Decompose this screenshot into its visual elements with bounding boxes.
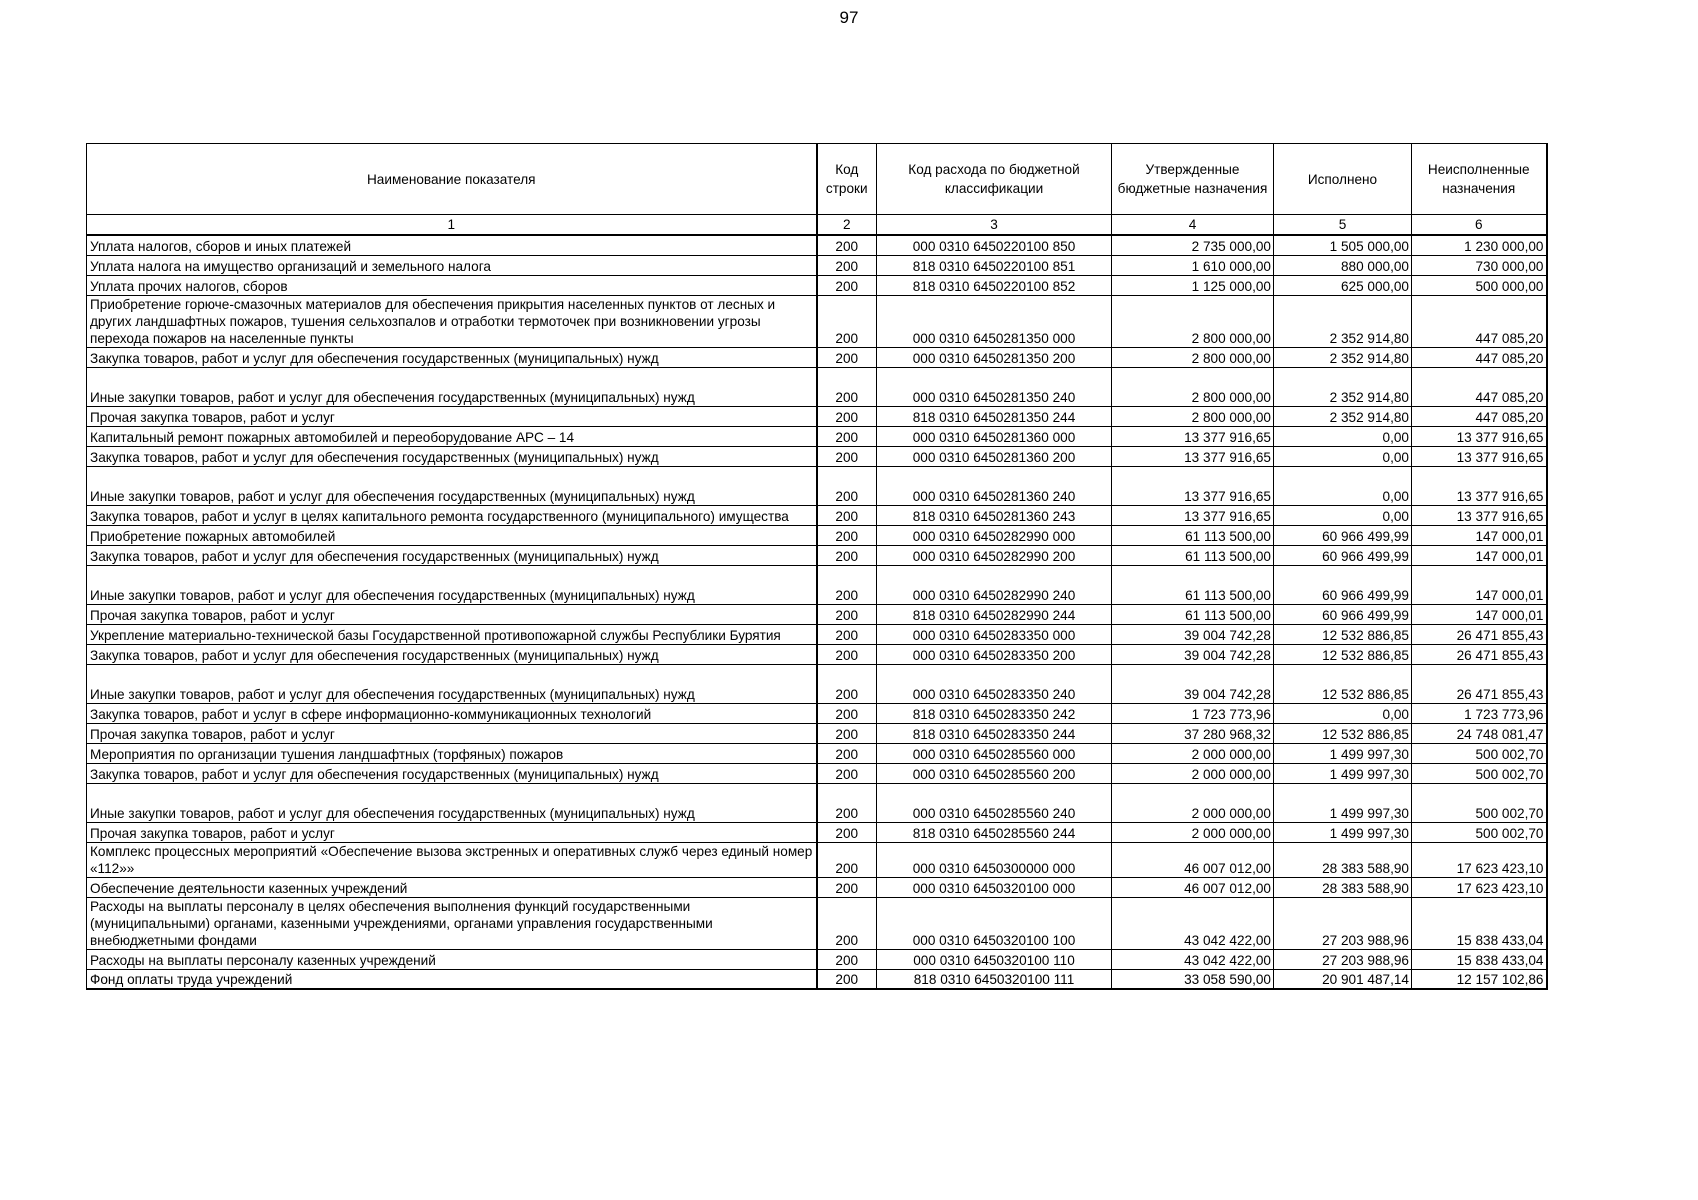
row-name: Расходы на выплаты персоналу в целях обеспечения выполнения функций государственными (муниципальными) органами, казенными учреждениями, органами управления государственными внебюджетными фондами <box>87 897 817 949</box>
table-row <box>87 763 1547 783</box>
row-line-code: 200 <box>817 664 877 703</box>
row-name: Закупка товаров, работ и услуг для обеспечения государственных (муниципальных) нужд <box>87 644 817 664</box>
row-name: Иные закупки товаров, работ и услуг для обеспечения государственных (муниципальных) нужд <box>87 783 817 822</box>
row-unfulfilled: 147 000,01 <box>1412 525 1547 545</box>
row-expense-code: 000 0310 6450281360 200 <box>877 446 1112 466</box>
row-name: Приобретение горюче-смазочных материалов для обеспечения прикрытия населенных пунктов от лесных и других ландшафтных пожаров, тушения сельхозпалов и отработки термоточек при возникновении угрозы перехода пожаров на населенные пункты <box>87 295 817 347</box>
column-number: 5 <box>1274 215 1412 236</box>
header-unfulfilled: Неисполненные назначения <box>1412 144 1547 215</box>
row-unfulfilled: 147 000,01 <box>1412 565 1547 604</box>
row-name: Закупка товаров, работ и услуг для обеспечения государственных (муниципальных) нужд <box>87 545 817 565</box>
row-unfulfilled: 500 002,70 <box>1412 822 1547 842</box>
row-expense-code: 000 0310 6450283350 200 <box>877 644 1112 664</box>
header-row <box>87 144 1547 215</box>
row-unfulfilled: 24 748 081,47 <box>1412 723 1547 743</box>
row-expense-code: 818 0310 6450281350 244 <box>877 406 1112 426</box>
row-approved: 2 000 000,00 <box>1112 822 1274 842</box>
row-line-code: 200 <box>817 743 877 763</box>
row-executed: 1 499 997,30 <box>1274 783 1412 822</box>
row-unfulfilled: 12 157 102,86 <box>1412 969 1547 989</box>
row-line-code: 200 <box>817 505 877 525</box>
table-row <box>87 295 1547 347</box>
row-line-code: 200 <box>817 446 877 466</box>
row-approved: 37 280 968,32 <box>1112 723 1274 743</box>
row-line-code: 200 <box>817 565 877 604</box>
row-expense-code: 000 0310 6450285560 200 <box>877 763 1112 783</box>
table-row <box>87 565 1547 604</box>
row-approved: 61 113 500,00 <box>1112 565 1274 604</box>
row-approved: 1 125 000,00 <box>1112 275 1274 295</box>
row-expense-code: 000 0310 6450320100 000 <box>877 877 1112 897</box>
table-row <box>87 525 1547 545</box>
row-executed: 27 203 988,96 <box>1274 897 1412 949</box>
row-approved: 2 800 000,00 <box>1112 406 1274 426</box>
table-row <box>87 466 1547 505</box>
row-expense-code: 818 0310 6450283350 242 <box>877 703 1112 723</box>
header-executed: Исполнено <box>1274 144 1412 215</box>
column-number: 1 <box>87 215 817 236</box>
header-line-code: Код строки <box>817 144 877 215</box>
row-unfulfilled: 26 471 855,43 <box>1412 664 1547 703</box>
row-name: Уплата налога на имущество организаций и земельного налога <box>87 255 817 275</box>
row-name: Иные закупки товаров, работ и услуг для обеспечения государственных (муниципальных) нужд <box>87 466 817 505</box>
row-unfulfilled: 26 471 855,43 <box>1412 624 1547 644</box>
row-unfulfilled: 13 377 916,65 <box>1412 466 1547 505</box>
row-unfulfilled: 500 002,70 <box>1412 763 1547 783</box>
table-row <box>87 723 1547 743</box>
row-executed: 2 352 914,80 <box>1274 347 1412 367</box>
row-expense-code: 818 0310 6450320100 111 <box>877 969 1112 989</box>
row-name: Иные закупки товаров, работ и услуг для обеспечения государственных (муниципальных) нужд <box>87 367 817 406</box>
row-approved: 13 377 916,65 <box>1112 466 1274 505</box>
row-line-code: 200 <box>817 763 877 783</box>
row-line-code: 200 <box>817 466 877 505</box>
row-line-code: 200 <box>817 624 877 644</box>
row-expense-code: 818 0310 6450220100 852 <box>877 275 1112 295</box>
row-expense-code: 000 0310 6450282990 240 <box>877 565 1112 604</box>
row-approved: 46 007 012,00 <box>1112 842 1274 877</box>
row-unfulfilled: 500 002,70 <box>1412 743 1547 763</box>
row-expense-code: 818 0310 6450282990 244 <box>877 604 1112 624</box>
row-line-code: 200 <box>817 644 877 664</box>
row-expense-code: 818 0310 6450281360 243 <box>877 505 1112 525</box>
table-row <box>87 624 1547 644</box>
row-line-code: 200 <box>817 545 877 565</box>
table-row <box>87 783 1547 822</box>
row-expense-code: 000 0310 6450300000 000 <box>877 842 1112 877</box>
row-approved: 2 735 000,00 <box>1112 235 1274 255</box>
row-name: Уплата прочих налогов, сборов <box>87 275 817 295</box>
table-row <box>87 235 1547 255</box>
row-name: Закупка товаров, работ и услуг для обеспечения государственных (муниципальных) нужд <box>87 763 817 783</box>
row-unfulfilled: 447 085,20 <box>1412 295 1547 347</box>
header-expense-code: Код расхода по бюджетной классификации <box>877 144 1112 215</box>
row-unfulfilled: 447 085,20 <box>1412 367 1547 406</box>
row-name: Закупка товаров, работ и услуг для обеспечения государственных (муниципальных) нужд <box>87 347 817 367</box>
row-expense-code: 000 0310 6450281350 240 <box>877 367 1112 406</box>
row-name: Мероприятия по организации тушения ландшафтных (торфяных) пожаров <box>87 743 817 763</box>
row-executed: 0,00 <box>1274 505 1412 525</box>
table-row <box>87 255 1547 275</box>
row-executed: 60 966 499,99 <box>1274 604 1412 624</box>
row-name: Прочая закупка товаров, работ и услуг <box>87 604 817 624</box>
table-row <box>87 969 1547 989</box>
row-line-code: 200 <box>817 235 877 255</box>
row-executed: 1 505 000,00 <box>1274 235 1412 255</box>
table-row <box>87 347 1547 367</box>
row-name: Комплекс процессных мероприятий «Обеспечение вызова экстренных и оперативных служб через единый номер «112»» <box>87 842 817 877</box>
row-line-code: 200 <box>817 275 877 295</box>
column-number: 6 <box>1412 215 1547 236</box>
row-name: Уплата налогов, сборов и иных платежей <box>87 235 817 255</box>
row-expense-code: 818 0310 6450283350 244 <box>877 723 1112 743</box>
header-approved: Утвержденные бюджетные назначения <box>1112 144 1274 215</box>
row-executed: 12 532 886,85 <box>1274 664 1412 703</box>
table-row <box>87 897 1547 949</box>
row-approved: 1 610 000,00 <box>1112 255 1274 275</box>
row-expense-code: 000 0310 6450282990 200 <box>877 545 1112 565</box>
row-name: Приобретение пожарных автомобилей <box>87 525 817 545</box>
row-executed: 0,00 <box>1274 703 1412 723</box>
row-approved: 61 113 500,00 <box>1112 604 1274 624</box>
row-approved: 39 004 742,28 <box>1112 664 1274 703</box>
table-row <box>87 604 1547 624</box>
row-approved: 2 000 000,00 <box>1112 763 1274 783</box>
row-approved: 39 004 742,28 <box>1112 624 1274 644</box>
row-unfulfilled: 500 002,70 <box>1412 783 1547 822</box>
row-name: Закупка товаров, работ и услуг для обеспечения государственных (муниципальных) нужд <box>87 446 817 466</box>
row-expense-code: 000 0310 6450281350 200 <box>877 347 1112 367</box>
row-line-code: 200 <box>817 949 877 969</box>
table-row <box>87 664 1547 703</box>
row-unfulfilled: 447 085,20 <box>1412 347 1547 367</box>
row-executed: 27 203 988,96 <box>1274 949 1412 969</box>
row-executed: 2 352 914,80 <box>1274 367 1412 406</box>
table-row <box>87 644 1547 664</box>
row-approved: 61 113 500,00 <box>1112 545 1274 565</box>
row-name: Фонд оплаты труда учреждений <box>87 969 817 989</box>
table-body <box>87 235 1547 989</box>
row-line-code: 200 <box>817 822 877 842</box>
row-expense-code: 818 0310 6450285560 244 <box>877 822 1112 842</box>
row-executed: 60 966 499,99 <box>1274 525 1412 545</box>
row-name: Иные закупки товаров, работ и услуг для обеспечения государственных (муниципальных) нужд <box>87 565 817 604</box>
row-unfulfilled: 15 838 433,04 <box>1412 897 1547 949</box>
row-line-code: 200 <box>817 367 877 406</box>
row-name: Закупка товаров, работ и услуг в сфере информационно-коммуникационных технологий <box>87 703 817 723</box>
row-executed: 28 383 588,90 <box>1274 842 1412 877</box>
row-line-code: 200 <box>817 842 877 877</box>
row-expense-code: 000 0310 6450282990 000 <box>877 525 1112 545</box>
row-line-code: 200 <box>817 969 877 989</box>
table-row <box>87 367 1547 406</box>
row-approved: 39 004 742,28 <box>1112 644 1274 664</box>
row-name: Капитальный ремонт пожарных автомобилей и переоборудование АРС – 14 <box>87 426 817 446</box>
row-executed: 2 352 914,80 <box>1274 406 1412 426</box>
table-row <box>87 446 1547 466</box>
row-unfulfilled: 13 377 916,65 <box>1412 426 1547 446</box>
budget-execution-table <box>86 143 1548 990</box>
table-row <box>87 703 1547 723</box>
row-line-code: 200 <box>817 723 877 743</box>
row-line-code: 200 <box>817 426 877 446</box>
row-executed: 20 901 487,14 <box>1274 969 1412 989</box>
row-line-code: 200 <box>817 604 877 624</box>
column-number: 4 <box>1112 215 1274 236</box>
row-approved: 1 723 773,96 <box>1112 703 1274 723</box>
table-row <box>87 406 1547 426</box>
row-executed: 625 000,00 <box>1274 275 1412 295</box>
row-approved: 33 058 590,00 <box>1112 969 1274 989</box>
row-executed: 1 499 997,30 <box>1274 763 1412 783</box>
row-executed: 12 532 886,85 <box>1274 624 1412 644</box>
table-row <box>87 505 1547 525</box>
row-name: Прочая закупка товаров, работ и услуг <box>87 723 817 743</box>
row-approved: 2 000 000,00 <box>1112 783 1274 822</box>
row-expense-code: 000 0310 6450281360 000 <box>877 426 1112 446</box>
row-line-code: 200 <box>817 255 877 275</box>
row-executed: 1 499 997,30 <box>1274 822 1412 842</box>
row-approved: 61 113 500,00 <box>1112 525 1274 545</box>
row-approved: 2 800 000,00 <box>1112 347 1274 367</box>
page-number: 97 <box>839 8 859 27</box>
table-row <box>87 545 1547 565</box>
row-unfulfilled: 26 471 855,43 <box>1412 644 1547 664</box>
row-expense-code: 000 0310 6450220100 850 <box>877 235 1112 255</box>
row-expense-code: 000 0310 6450283350 240 <box>877 664 1112 703</box>
row-line-code: 200 <box>817 525 877 545</box>
row-executed: 0,00 <box>1274 426 1412 446</box>
table-row <box>87 743 1547 763</box>
row-name: Прочая закупка товаров, работ и услуг <box>87 406 817 426</box>
row-name: Иные закупки товаров, работ и услуг для обеспечения государственных (муниципальных) нужд <box>87 664 817 703</box>
row-name: Укрепление материально-технической базы Государственной противопожарной службы Республики Бурятия <box>87 624 817 644</box>
row-unfulfilled: 17 623 423,10 <box>1412 842 1547 877</box>
row-name: Закупка товаров, работ и услуг в целях капитального ремонта государственного (муниципального) имущества <box>87 505 817 525</box>
row-executed: 28 383 588,90 <box>1274 877 1412 897</box>
table-row <box>87 822 1547 842</box>
row-executed: 12 532 886,85 <box>1274 723 1412 743</box>
row-expense-code: 818 0310 6450220100 851 <box>877 255 1112 275</box>
row-name: Прочая закупка товаров, работ и услуг <box>87 822 817 842</box>
row-unfulfilled: 1 230 000,00 <box>1412 235 1547 255</box>
column-number: 3 <box>877 215 1112 236</box>
row-approved: 2 800 000,00 <box>1112 295 1274 347</box>
row-line-code: 200 <box>817 783 877 822</box>
row-line-code: 200 <box>817 347 877 367</box>
row-line-code: 200 <box>817 703 877 723</box>
row-line-code: 200 <box>817 877 877 897</box>
row-executed: 1 499 997,30 <box>1274 743 1412 763</box>
row-approved: 46 007 012,00 <box>1112 877 1274 897</box>
row-expense-code: 000 0310 6450283350 000 <box>877 624 1112 644</box>
table-row <box>87 842 1547 877</box>
row-executed: 12 532 886,85 <box>1274 644 1412 664</box>
row-approved: 43 042 422,00 <box>1112 897 1274 949</box>
row-expense-code: 000 0310 6450281360 240 <box>877 466 1112 505</box>
row-expense-code: 000 0310 6450285560 000 <box>877 743 1112 763</box>
row-unfulfilled: 730 000,00 <box>1412 255 1547 275</box>
row-expense-code: 000 0310 6450285560 240 <box>877 783 1112 822</box>
row-unfulfilled: 147 000,01 <box>1412 545 1547 565</box>
row-approved: 2 000 000,00 <box>1112 743 1274 763</box>
table-row <box>87 877 1547 897</box>
row-approved: 13 377 916,65 <box>1112 426 1274 446</box>
row-executed: 0,00 <box>1274 466 1412 505</box>
row-approved: 13 377 916,65 <box>1112 446 1274 466</box>
row-line-code: 200 <box>817 295 877 347</box>
row-executed: 0,00 <box>1274 446 1412 466</box>
row-unfulfilled: 147 000,01 <box>1412 604 1547 624</box>
row-expense-code: 000 0310 6450320100 110 <box>877 949 1112 969</box>
row-unfulfilled: 17 623 423,10 <box>1412 877 1547 897</box>
row-name: Обеспечение деятельности казенных учреждений <box>87 877 817 897</box>
row-unfulfilled: 13 377 916,65 <box>1412 505 1547 525</box>
column-number-row <box>87 215 1547 236</box>
row-approved: 2 800 000,00 <box>1112 367 1274 406</box>
row-expense-code: 000 0310 6450281350 000 <box>877 295 1112 347</box>
row-executed: 2 352 914,80 <box>1274 295 1412 347</box>
row-expense-code: 000 0310 6450320100 100 <box>877 897 1112 949</box>
row-unfulfilled: 1 723 773,96 <box>1412 703 1547 723</box>
row-approved: 13 377 916,65 <box>1112 505 1274 525</box>
row-line-code: 200 <box>817 897 877 949</box>
row-unfulfilled: 15 838 433,04 <box>1412 949 1547 969</box>
column-number: 2 <box>817 215 877 236</box>
row-line-code: 200 <box>817 406 877 426</box>
row-executed: 60 966 499,99 <box>1274 545 1412 565</box>
row-unfulfilled: 13 377 916,65 <box>1412 446 1547 466</box>
table-row <box>87 275 1547 295</box>
table-row <box>87 949 1547 969</box>
table-row <box>87 426 1547 446</box>
row-unfulfilled: 447 085,20 <box>1412 406 1547 426</box>
row-unfulfilled: 500 000,00 <box>1412 275 1547 295</box>
row-executed: 60 966 499,99 <box>1274 565 1412 604</box>
row-approved: 43 042 422,00 <box>1112 949 1274 969</box>
header-indicator-name: Наименование показателя <box>87 144 817 215</box>
row-executed: 880 000,00 <box>1274 255 1412 275</box>
row-name: Расходы на выплаты персоналу казенных учреждений <box>87 949 817 969</box>
